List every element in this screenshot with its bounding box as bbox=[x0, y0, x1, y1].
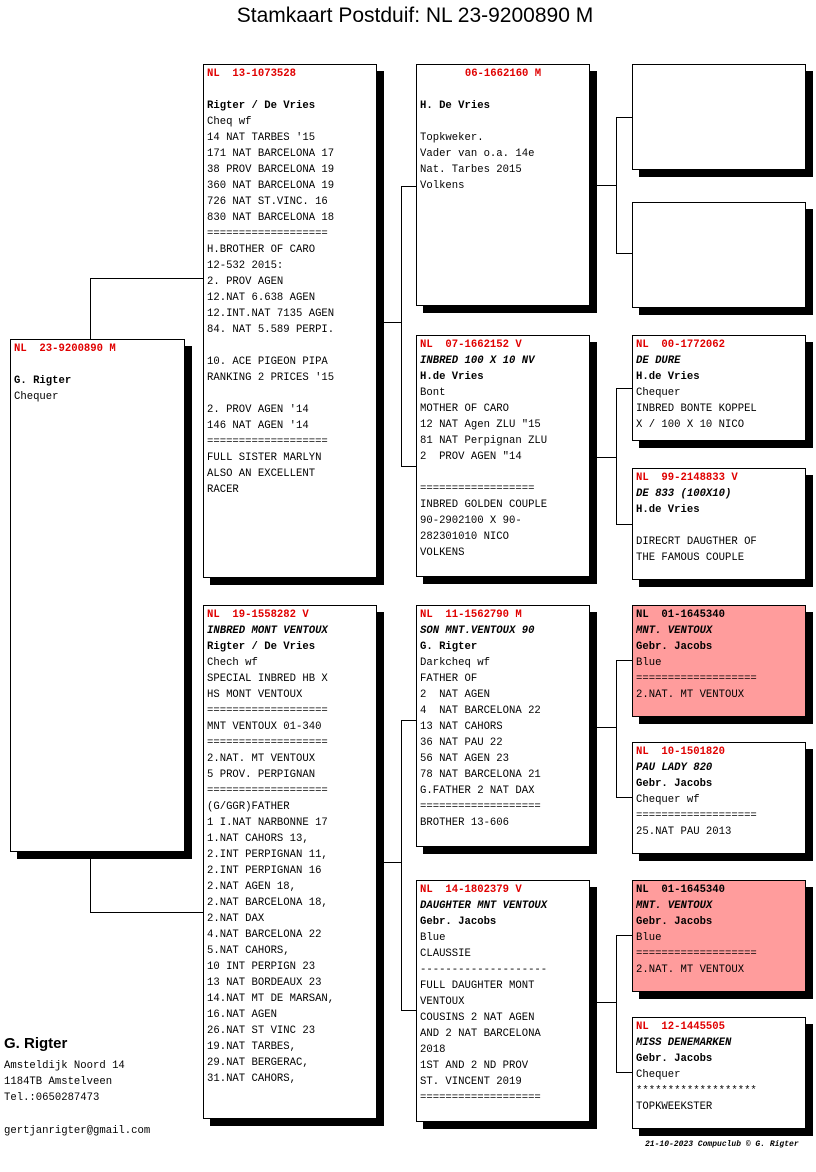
info-line: BROTHER 13-606 bbox=[420, 817, 510, 829]
info-line: THE FAMOUS COUPLE bbox=[636, 552, 745, 564]
info-line: Blue bbox=[636, 932, 662, 944]
info-line: 1.NAT CAHORS 13, bbox=[207, 833, 309, 845]
spacer bbox=[207, 82, 373, 98]
info-line: ******************* bbox=[636, 1085, 757, 1097]
connector-line bbox=[401, 186, 402, 466]
ring-number: NL 12-1445505 bbox=[636, 1021, 726, 1033]
info-line: =================== bbox=[207, 228, 328, 240]
owner-name: Gebr. Jacobs bbox=[636, 916, 713, 928]
ring-number: NL 10-1501820 bbox=[636, 746, 726, 758]
info-line: 171 NAT BARCELONA 17 bbox=[207, 148, 335, 160]
info-line: DIRECRT DAUGTHER OF bbox=[636, 536, 757, 548]
info-line: 16.NAT AGEN bbox=[207, 1009, 277, 1021]
info-line: =================== bbox=[207, 705, 328, 717]
breeder-phone: Tel.:0650287473 bbox=[4, 1092, 100, 1104]
ggp-card-2[interactable] bbox=[632, 202, 806, 308]
connector-line bbox=[401, 720, 416, 721]
info-line: 26.NAT ST VINC 23 bbox=[207, 1025, 316, 1037]
pigeon-name: MISS DENEMARKEN bbox=[636, 1037, 732, 1049]
ring-number: NL 11-1562790 M bbox=[420, 609, 522, 621]
owner-name: H.de Vries bbox=[636, 371, 700, 383]
ring-number: NL 13-1073528 bbox=[207, 68, 297, 80]
info-line: 726 NAT ST.VINC. 16 bbox=[207, 196, 328, 208]
connector-line bbox=[616, 524, 632, 525]
info-line: 14 NAT TARBES '15 bbox=[207, 132, 316, 144]
info-line: 12-532 2015: bbox=[207, 260, 284, 272]
info-line: MNT VENTOUX 01-340 bbox=[207, 721, 322, 733]
info-line: ST. VINCENT 2019 bbox=[420, 1076, 522, 1088]
dam-card[interactable] bbox=[203, 605, 377, 1119]
pigeon-name: PAU LADY 820 bbox=[636, 762, 713, 774]
connector-line bbox=[596, 185, 616, 186]
info-line: RANKING 2 PRICES '15 bbox=[207, 372, 335, 384]
connector-line bbox=[616, 117, 632, 118]
info-line: 78 NAT BARCELONA 21 bbox=[420, 769, 541, 781]
info-line: INBRED GOLDEN COUPLE bbox=[420, 499, 548, 511]
connector-line bbox=[90, 852, 91, 912]
info-line: 25.NAT PAU 2013 bbox=[636, 826, 732, 838]
breeder-name: G. Rigter bbox=[4, 1035, 68, 1052]
sire-card[interactable] bbox=[203, 64, 377, 578]
info-line: Vader van o.a. 14e bbox=[420, 148, 535, 160]
pigeon-name: MNT. VENTOUX bbox=[636, 625, 713, 637]
spacer bbox=[14, 357, 181, 373]
info-line: Chequer bbox=[636, 387, 681, 399]
ring-number: NL 23-9200890 M bbox=[14, 343, 116, 355]
info-line: 10. ACE PIGEON PIPA bbox=[207, 356, 328, 368]
info-line: Chequer wf bbox=[636, 794, 700, 806]
info-line: 2. PROV AGEN bbox=[207, 276, 284, 288]
info-line: =================== bbox=[636, 810, 757, 822]
ring-number: NL 00-1772062 bbox=[636, 339, 726, 351]
owner-name: Gebr. Jacobs bbox=[636, 641, 713, 653]
pigeon-name: INBRED 100 X 10 NV bbox=[420, 355, 535, 367]
info-line: 19.NAT TARBES, bbox=[207, 1041, 297, 1053]
ggp-card-6[interactable] bbox=[632, 742, 806, 854]
info-line: =================== bbox=[207, 785, 328, 797]
info-line: 4 NAT BARCELONA 22 bbox=[420, 705, 541, 717]
info-line: Topkweker. bbox=[420, 132, 484, 144]
info-line: FULL DAUGHTER MONT bbox=[420, 980, 535, 992]
info-line: Bont bbox=[420, 387, 446, 399]
info-line: 12.INT.NAT 7135 AGEN bbox=[207, 308, 335, 320]
info-line: 2. PROV AGEN '14 bbox=[207, 404, 309, 416]
connector-line bbox=[616, 935, 617, 1072]
connector-line bbox=[90, 912, 204, 913]
info-line bbox=[207, 338, 373, 354]
connector-line bbox=[401, 1010, 416, 1011]
info-line: =================== bbox=[636, 673, 757, 685]
info-line: 2018 bbox=[420, 1044, 446, 1056]
info-line: 1ST AND 2 ND PROV bbox=[420, 1060, 529, 1072]
info-line: 2 PROV AGEN "14 bbox=[420, 451, 522, 463]
info-line: 14.NAT MT DE MARSAN, bbox=[207, 993, 335, 1005]
connector-line bbox=[616, 1072, 632, 1073]
ring-number: NL 19-1558282 V bbox=[207, 609, 309, 621]
connector-line bbox=[616, 935, 632, 936]
info-line: Chequer bbox=[14, 391, 59, 403]
breeder-address-city: 1184TB Amstelveen bbox=[4, 1076, 113, 1088]
info-line: Darkcheq wf bbox=[420, 657, 490, 669]
info-line: INBRED BONTE KOPPEL bbox=[636, 403, 757, 415]
info-line bbox=[207, 386, 373, 402]
ggp-card-5[interactable] bbox=[632, 605, 806, 717]
info-line: =================== bbox=[420, 801, 541, 813]
info-line: Cheq wf bbox=[207, 116, 252, 128]
ring-number: NL 14-1802379 V bbox=[420, 884, 522, 896]
ring-number: 06-1662160 M bbox=[464, 68, 542, 80]
info-line: =================== bbox=[636, 948, 757, 960]
info-line: =================== bbox=[420, 1092, 541, 1104]
pigeon-name: INBRED MONT VENTOUX bbox=[207, 625, 328, 637]
info-line: Volkens bbox=[420, 180, 465, 192]
info-line: 4.NAT BARCELONA 22 bbox=[207, 929, 322, 941]
owner-name: G. Rigter bbox=[14, 375, 72, 387]
info-line bbox=[420, 114, 586, 130]
info-line: Chech wf bbox=[207, 657, 258, 669]
sire-sire-card[interactable] bbox=[416, 64, 590, 306]
info-line: =================== bbox=[207, 436, 328, 448]
info-line: 5.NAT CAHORS, bbox=[207, 945, 290, 957]
ggp-card-4[interactable] bbox=[632, 468, 806, 580]
connector-line bbox=[90, 278, 91, 340]
connector-line bbox=[616, 117, 617, 253]
dam-sire-card[interactable] bbox=[416, 605, 590, 847]
owner-name: Gebr. Jacobs bbox=[636, 1053, 713, 1065]
info-line bbox=[420, 465, 586, 481]
info-line: 2.NAT AGEN 18, bbox=[207, 881, 297, 893]
info-line: Chequer bbox=[636, 1069, 681, 1081]
info-line: 360 NAT BARCELONA 19 bbox=[207, 180, 335, 192]
info-line: =================== bbox=[207, 737, 328, 749]
pigeon-name: MNT. VENTOUX bbox=[636, 900, 713, 912]
connector-line bbox=[616, 660, 617, 797]
connector-line bbox=[383, 322, 401, 323]
info-line: CLAUSSIE bbox=[420, 948, 471, 960]
info-line: 830 NAT BARCELONA 18 bbox=[207, 212, 335, 224]
info-line: 12 NAT Agen ZLU "15 bbox=[420, 419, 541, 431]
info-line: 38 PROV BARCELONA 19 bbox=[207, 164, 335, 176]
info-line: MOTHER OF CARO bbox=[420, 403, 510, 415]
info-line: 36 NAT PAU 22 bbox=[420, 737, 503, 749]
info-line: Blue bbox=[636, 657, 662, 669]
footer-credit: 21-10-2023 Compuclub © G. Rigter bbox=[645, 1140, 799, 1149]
owner-name: Rigter / De Vries bbox=[207, 641, 316, 653]
info-line: 1 I.NAT NARBONNE 17 bbox=[207, 817, 328, 829]
info-line: 31.NAT CAHORS, bbox=[207, 1073, 297, 1085]
ring-number: NL 01-1645340 bbox=[636, 609, 726, 621]
pigeon-name: DE DURE bbox=[636, 355, 681, 367]
info-line: 2.NAT BARCELONA 18, bbox=[207, 897, 328, 909]
info-line: 12.NAT 6.638 AGEN bbox=[207, 292, 316, 304]
ring-number: NL 99-2148833 V bbox=[636, 472, 738, 484]
connector-line bbox=[616, 253, 632, 254]
info-line: RACER bbox=[207, 484, 239, 496]
owner-name: Gebr. Jacobs bbox=[636, 778, 713, 790]
connector-line bbox=[596, 727, 616, 728]
info-line: 81 NAT Perpignan ZLU bbox=[420, 435, 548, 447]
ggp-card-3[interactable] bbox=[632, 335, 806, 441]
ring-number: NL 01-1645340 bbox=[636, 884, 726, 896]
breeder-email[interactable]: gertjanrigter@gmail.com bbox=[4, 1125, 151, 1137]
info-line: Blue bbox=[420, 932, 446, 944]
info-line: -------------------- bbox=[420, 964, 548, 976]
info-line: AND 2 NAT BARCELONA bbox=[420, 1028, 541, 1040]
connector-line bbox=[616, 660, 632, 661]
pigeon-name: SON MNT.VENTOUX 90 bbox=[420, 625, 535, 637]
info-line: 282301010 NICO bbox=[420, 531, 510, 543]
info-line: SPECIAL INBRED HB X bbox=[207, 673, 328, 685]
owner-name: Gebr. Jacobs bbox=[420, 916, 497, 928]
ggp-card-8[interactable] bbox=[632, 1017, 806, 1129]
info-line: 13 NAT CAHORS bbox=[420, 721, 503, 733]
connector-line bbox=[383, 862, 401, 863]
spacer bbox=[420, 82, 586, 98]
subject-card[interactable] bbox=[10, 339, 185, 852]
info-line: 13 NAT BORDEAUX 23 bbox=[207, 977, 322, 989]
info-line: FULL SISTER MARLYN bbox=[207, 452, 322, 464]
info-line: 56 NAT AGEN 23 bbox=[420, 753, 510, 765]
owner-name: H.de Vries bbox=[636, 504, 700, 516]
info-line: COUSINS 2 NAT AGEN bbox=[420, 1012, 535, 1024]
info-line: 90-2902100 X 90- bbox=[420, 515, 522, 527]
dam-dam-card[interactable] bbox=[416, 880, 590, 1122]
sire-dam-card[interactable] bbox=[416, 335, 590, 577]
owner-name: Rigter / De Vries bbox=[207, 100, 316, 112]
info-line: 84. NAT 5.589 PERPI. bbox=[207, 324, 335, 336]
pigeon-name: DE 833 (100X10) bbox=[636, 488, 732, 500]
owner-name: H. De Vries bbox=[420, 100, 490, 112]
owner-name: H.de Vries bbox=[420, 371, 484, 383]
info-line: H.BROTHER OF CARO bbox=[207, 244, 316, 256]
page-title: Stamkaart Postduif: NL 23-9200890 M bbox=[236, 4, 594, 27]
connector-line bbox=[616, 797, 632, 798]
info-line: 2.NAT DAX bbox=[207, 913, 265, 925]
connector-line bbox=[90, 278, 204, 279]
info-line: 2.NAT. MT VENTOUX bbox=[207, 753, 316, 765]
info-line: X / 100 X 10 NICO bbox=[636, 419, 745, 431]
info-line: 146 NAT AGEN '14 bbox=[207, 420, 309, 432]
info-line: ================== bbox=[420, 483, 535, 495]
connector-line bbox=[616, 388, 617, 524]
breeder-address-street: Amsteldijk Noord 14 bbox=[4, 1060, 125, 1072]
info-line: Nat. Tarbes 2015 bbox=[420, 164, 522, 176]
info-line: 2.NAT. MT VENTOUX bbox=[636, 689, 745, 701]
ggp-card-1[interactable] bbox=[632, 64, 806, 170]
info-line: HS MONT VENTOUX bbox=[207, 689, 303, 701]
info-line: 2.INT PERPIGNAN 16 bbox=[207, 865, 322, 877]
info-line: ALSO AN EXCELLENT bbox=[207, 468, 316, 480]
info-line: 2.INT PERPIGNAN 11, bbox=[207, 849, 328, 861]
ggp-card-7[interactable] bbox=[632, 880, 806, 992]
info-line bbox=[636, 518, 802, 534]
info-line: (G/GGR)FATHER bbox=[207, 801, 290, 813]
pigeon-name: DAUGHTER MNT VENTOUX bbox=[420, 900, 548, 912]
info-line: 5 PROV. PERPIGNAN bbox=[207, 769, 316, 781]
ring-number: NL 07-1662152 V bbox=[420, 339, 522, 351]
connector-line bbox=[596, 1002, 616, 1003]
info-line: TOPKWEEKSTER bbox=[636, 1101, 713, 1113]
info-line: FATHER OF bbox=[420, 673, 478, 685]
connector-line bbox=[616, 388, 632, 389]
info-line: VOLKENS bbox=[420, 547, 465, 559]
info-line: G.FATHER 2 NAT DAX bbox=[420, 785, 535, 797]
info-line: 29.NAT BERGERAC, bbox=[207, 1057, 309, 1069]
info-line: VENTOUX bbox=[420, 996, 465, 1008]
connector-line bbox=[401, 466, 416, 467]
info-line: 10 INT PERPIGN 23 bbox=[207, 961, 316, 973]
owner-name: G. Rigter bbox=[420, 641, 478, 653]
connector-line bbox=[401, 720, 402, 1010]
connector-line bbox=[401, 186, 416, 187]
info-line: 2 NAT AGEN bbox=[420, 689, 490, 701]
connector-line bbox=[596, 457, 616, 458]
info-line: 2.NAT. MT VENTOUX bbox=[636, 964, 745, 976]
